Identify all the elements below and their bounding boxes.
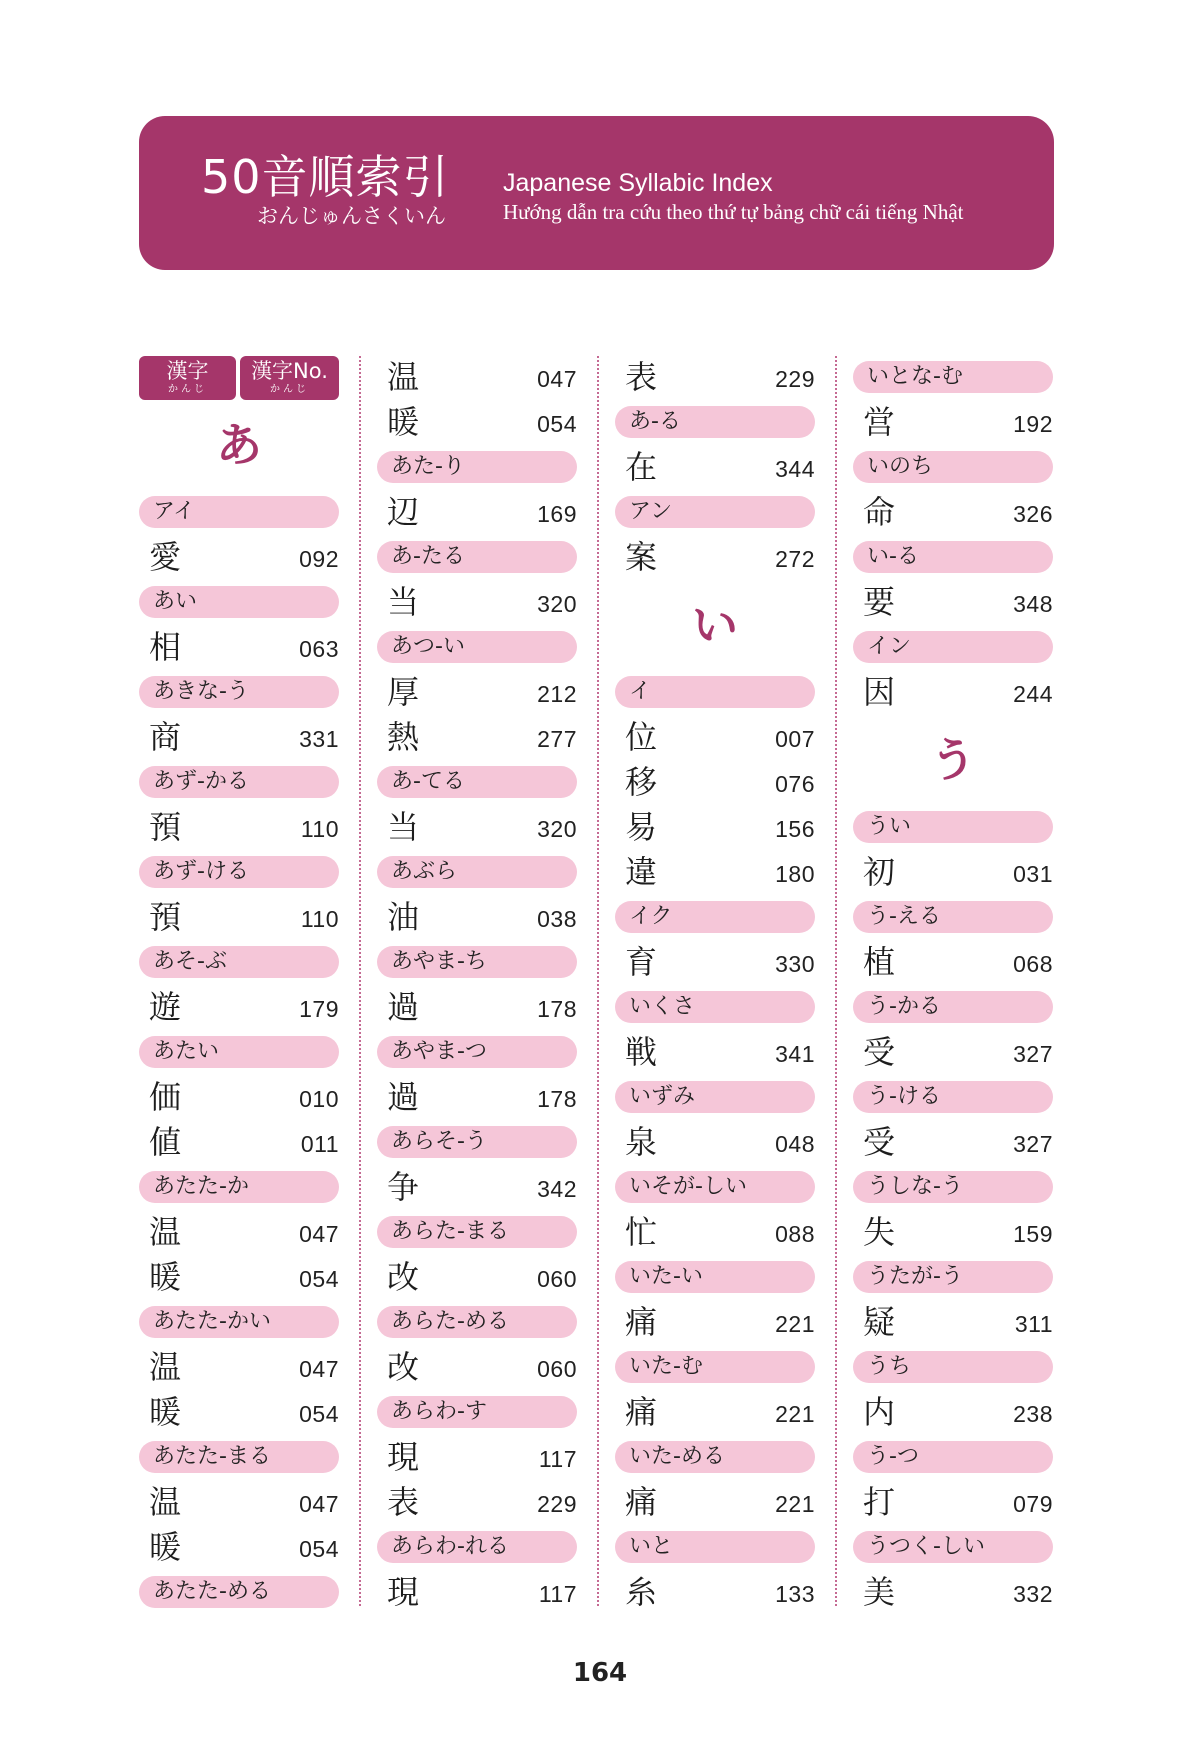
kanji-character: 疑 bbox=[863, 1303, 896, 1341]
kanji-character: 失 bbox=[863, 1213, 896, 1251]
kanji-number: 348 bbox=[1013, 591, 1053, 617]
reading-row bbox=[377, 1299, 577, 1344]
kanji-row bbox=[139, 894, 339, 939]
reading-row bbox=[139, 939, 339, 984]
reading-label: あやま-つ bbox=[377, 1036, 577, 1068]
column-divider bbox=[359, 356, 361, 1606]
kanji-character: 打 bbox=[863, 1483, 896, 1521]
reading-label: いた-める bbox=[615, 1441, 815, 1473]
kanji-character: 因 bbox=[863, 673, 896, 711]
kanji-character: 辺 bbox=[387, 493, 420, 531]
kanji-number: 038 bbox=[537, 906, 577, 932]
reading-label: うしな-う bbox=[853, 1171, 1053, 1203]
kanji-number: 047 bbox=[299, 1491, 339, 1517]
kanji-number: 048 bbox=[775, 1131, 815, 1157]
section-heading bbox=[853, 714, 1053, 804]
kanji-character: 過 bbox=[387, 988, 420, 1026]
kanji-row bbox=[139, 804, 339, 849]
kanji-character: 油 bbox=[387, 898, 420, 936]
reading-label: あたた-かい bbox=[139, 1306, 339, 1338]
kanji-character: 営 bbox=[863, 403, 896, 441]
reading-row bbox=[139, 579, 339, 624]
kanji-character: 現 bbox=[387, 1438, 420, 1476]
reading-row bbox=[615, 1164, 815, 1209]
kanji-row bbox=[139, 534, 339, 579]
kanji-number: 031 bbox=[1013, 861, 1053, 887]
kanji-row bbox=[853, 399, 1053, 444]
reading-row bbox=[377, 1389, 577, 1434]
reading-row bbox=[853, 444, 1053, 489]
kanji-character: 戦 bbox=[625, 1033, 658, 1071]
section-kana: う bbox=[930, 733, 976, 787]
kanji-row bbox=[377, 714, 577, 759]
kanji-row bbox=[615, 1569, 815, 1614]
kanji-character: 痛 bbox=[625, 1483, 658, 1521]
kanji-number: 221 bbox=[775, 1311, 815, 1337]
kanji-row bbox=[377, 804, 577, 849]
vietnamese-subtitle: Hướng dẫn tra cứu theo thứ tự bảng chữ cái tiếng Nhật bbox=[503, 200, 964, 224]
reading-row bbox=[615, 1524, 815, 1569]
kanji-number: 320 bbox=[537, 816, 577, 842]
kanji-character: 位 bbox=[625, 718, 658, 756]
reading-label: あやま-ち bbox=[377, 946, 577, 978]
kanji-number: 326 bbox=[1013, 501, 1053, 527]
kanji-row bbox=[377, 1164, 577, 1209]
column-divider bbox=[835, 356, 837, 1606]
kanji-row bbox=[615, 1209, 815, 1254]
kanji-character: 泉 bbox=[625, 1123, 658, 1161]
index-title-reading: おんじゅんさくいん bbox=[257, 204, 446, 228]
kanji-number: 054 bbox=[537, 411, 577, 437]
reading-row bbox=[853, 354, 1053, 399]
kanji-character: 暖 bbox=[387, 403, 420, 441]
kanji-row bbox=[853, 1299, 1053, 1344]
kanji-row bbox=[615, 1119, 815, 1164]
reading-label: あたた-か bbox=[139, 1171, 339, 1203]
kanji-character: 争 bbox=[387, 1168, 420, 1206]
kanji-number: 344 bbox=[775, 456, 815, 482]
reading-label: いと bbox=[615, 1531, 815, 1563]
kanji-row bbox=[139, 1074, 339, 1119]
kanji-character: 暖 bbox=[149, 1528, 182, 1566]
reading-row bbox=[615, 399, 815, 444]
kanji-row bbox=[615, 1389, 815, 1434]
kanji-row bbox=[139, 1389, 339, 1434]
kanji-character: 痛 bbox=[625, 1303, 658, 1341]
reading-label: あたた-まる bbox=[139, 1441, 339, 1473]
reading-label: う-つ bbox=[853, 1441, 1053, 1473]
kanji-number: 178 bbox=[537, 996, 577, 1022]
kanji-row bbox=[377, 1254, 577, 1299]
kanji-number: 110 bbox=[300, 816, 339, 842]
kanji-character: 易 bbox=[625, 808, 658, 846]
kanji-number: 342 bbox=[537, 1176, 577, 1202]
kanji-character: 厚 bbox=[387, 673, 420, 711]
kanji-character: 愛 bbox=[149, 538, 182, 576]
kanji-character: 忙 bbox=[625, 1213, 658, 1251]
kanji-number: 068 bbox=[1013, 951, 1053, 977]
reading-label: いくさ bbox=[615, 991, 815, 1023]
column-divider bbox=[597, 356, 599, 1606]
kanji-number: 192 bbox=[1013, 411, 1053, 437]
reading-row bbox=[139, 1569, 339, 1614]
reading-label: うたが-う bbox=[853, 1261, 1053, 1293]
reading-label: あつ-い bbox=[377, 631, 577, 663]
kanji-row bbox=[615, 759, 815, 804]
kanji-row bbox=[615, 939, 815, 984]
reading-row bbox=[377, 1209, 577, 1254]
kanji-character: 預 bbox=[149, 808, 182, 846]
kanji-row bbox=[615, 444, 815, 489]
english-subtitle: Japanese Syllabic Index bbox=[503, 169, 773, 197]
kanji-number: 272 bbox=[775, 546, 815, 572]
kanji-number: 221 bbox=[775, 1401, 815, 1427]
kanji-number: 332 bbox=[1013, 1581, 1053, 1607]
kanji-number: 331 bbox=[299, 726, 339, 752]
kanji-number: 311 bbox=[1014, 1311, 1053, 1337]
kanji-number: 327 bbox=[1013, 1131, 1053, 1157]
kanji-row bbox=[615, 1029, 815, 1074]
reading-label: あ-たる bbox=[377, 541, 577, 573]
kanji-header-label: 漢字 bbox=[166, 359, 209, 383]
kanji-header bbox=[139, 356, 236, 400]
reading-row bbox=[377, 624, 577, 669]
kanji-number: 221 bbox=[775, 1491, 815, 1517]
kanji-number: 178 bbox=[537, 1086, 577, 1112]
reading-label: いずみ bbox=[615, 1081, 815, 1113]
reading-label: あたい bbox=[139, 1036, 339, 1068]
reading-row bbox=[853, 1434, 1053, 1479]
kanji-character: 温 bbox=[149, 1213, 182, 1251]
reading-row bbox=[377, 1119, 577, 1164]
kanji-character: 価 bbox=[149, 1078, 182, 1116]
kanji-row bbox=[853, 489, 1053, 534]
reading-label: うち bbox=[853, 1351, 1053, 1383]
reading-row bbox=[139, 669, 339, 714]
index-column-1 bbox=[139, 354, 339, 1614]
kanji-number: 330 bbox=[775, 951, 815, 977]
reading-row bbox=[377, 444, 577, 489]
kanji-row bbox=[377, 1569, 577, 1614]
kanji-number: 156 bbox=[775, 816, 815, 842]
reading-label: あたた-める bbox=[139, 1576, 339, 1608]
kanji-row bbox=[377, 354, 577, 399]
reading-label: あた-り bbox=[377, 451, 577, 483]
kanji-character: 内 bbox=[863, 1393, 896, 1431]
reading-label: う-かる bbox=[853, 991, 1053, 1023]
kanji-character: 移 bbox=[625, 763, 658, 801]
kanji-character: 値 bbox=[149, 1123, 182, 1161]
kanji-row bbox=[615, 534, 815, 579]
reading-row bbox=[615, 1344, 815, 1389]
kanji-number: 159 bbox=[1013, 1221, 1053, 1247]
kanji-character: 遊 bbox=[149, 988, 182, 1026]
reading-label: あらわ-す bbox=[377, 1396, 577, 1428]
reading-row bbox=[139, 759, 339, 804]
kanji-number: 047 bbox=[299, 1221, 339, 1247]
reading-row bbox=[377, 939, 577, 984]
kanji-number: 238 bbox=[1013, 1401, 1053, 1427]
kanji-row bbox=[377, 894, 577, 939]
kanji-number: 169 bbox=[537, 501, 577, 527]
reading-label: アン bbox=[615, 496, 815, 528]
reading-label: あそ-ぶ bbox=[139, 946, 339, 978]
kanji-number: 047 bbox=[299, 1356, 339, 1382]
kanji-number: 007 bbox=[775, 726, 815, 752]
reading-label: あぶら bbox=[377, 856, 577, 888]
kanji-row bbox=[377, 1074, 577, 1119]
reading-row bbox=[853, 1524, 1053, 1569]
reading-row bbox=[615, 894, 815, 939]
kanji-character: 案 bbox=[625, 538, 658, 576]
reading-label: あい bbox=[139, 586, 339, 618]
title-banner bbox=[139, 116, 1054, 270]
kanji-row bbox=[853, 669, 1053, 714]
kanji-row bbox=[853, 1569, 1053, 1614]
reading-row bbox=[615, 984, 815, 1029]
section-kana: い bbox=[692, 598, 738, 652]
reading-row bbox=[615, 1254, 815, 1299]
kanji-row bbox=[853, 939, 1053, 984]
kanji-character: 商 bbox=[149, 718, 182, 756]
kanji-row bbox=[139, 1119, 339, 1164]
kanji-character: 暖 bbox=[149, 1393, 182, 1431]
kanji-character: 当 bbox=[387, 808, 420, 846]
kanji-number: 179 bbox=[299, 996, 339, 1022]
kanji-number: 117 bbox=[538, 1446, 577, 1472]
kanji-character: 当 bbox=[387, 583, 420, 621]
reading-row bbox=[377, 1029, 577, 1074]
reading-row bbox=[853, 1074, 1053, 1119]
reading-label: い-る bbox=[853, 541, 1053, 573]
kanji-number: 229 bbox=[775, 366, 815, 392]
reading-label: あらわ-れる bbox=[377, 1531, 577, 1563]
kanji-row bbox=[139, 1479, 339, 1524]
reading-label: いのち bbox=[853, 451, 1053, 483]
reading-row bbox=[377, 849, 577, 894]
reading-label: うつく-しい bbox=[853, 1531, 1053, 1563]
kanji-row bbox=[139, 714, 339, 759]
kanji-row bbox=[853, 1119, 1053, 1164]
kanji-character: 糸 bbox=[625, 1573, 658, 1611]
reading-label: あきな-う bbox=[139, 676, 339, 708]
kanji-row bbox=[853, 1479, 1053, 1524]
kanji-number: 092 bbox=[299, 546, 339, 572]
kanji-character: 預 bbox=[149, 898, 182, 936]
reading-label: あず-かる bbox=[139, 766, 339, 798]
reading-label: あらそ-う bbox=[377, 1126, 577, 1158]
kanji-number: 060 bbox=[537, 1356, 577, 1382]
index-title: 50音順索引 bbox=[201, 150, 450, 204]
kanji-character: 改 bbox=[387, 1348, 420, 1386]
section-heading bbox=[615, 579, 815, 669]
kanji-row bbox=[377, 399, 577, 444]
kanji-number: 079 bbox=[1013, 1491, 1053, 1517]
reading-label: うい bbox=[853, 811, 1053, 843]
kanji-character: 暖 bbox=[149, 1258, 182, 1296]
reading-label: あらた-める bbox=[377, 1306, 577, 1338]
reading-row bbox=[853, 624, 1053, 669]
kanji-row bbox=[377, 669, 577, 714]
kanji-row bbox=[615, 1479, 815, 1524]
reading-row bbox=[853, 1254, 1053, 1299]
reading-row bbox=[139, 1164, 339, 1209]
kanji-character: 温 bbox=[149, 1348, 182, 1386]
reading-row bbox=[139, 849, 339, 894]
kanji-character: 受 bbox=[863, 1033, 896, 1071]
reading-label: う-ける bbox=[853, 1081, 1053, 1113]
kanji-number: 277 bbox=[537, 726, 577, 752]
reading-row bbox=[139, 489, 339, 534]
kanji-number: 047 bbox=[537, 366, 577, 392]
kanji-header-reading: かんじ bbox=[168, 384, 207, 395]
kanji-character: 在 bbox=[625, 448, 658, 486]
reading-label: う-える bbox=[853, 901, 1053, 933]
kanji-number: 054 bbox=[299, 1266, 339, 1292]
kanji-character: 相 bbox=[149, 628, 182, 666]
kanji-character: 初 bbox=[863, 853, 896, 891]
reading-row bbox=[377, 759, 577, 804]
reading-label: いた-い bbox=[615, 1261, 815, 1293]
reading-row bbox=[615, 1074, 815, 1119]
reading-label: イク bbox=[615, 901, 815, 933]
reading-row bbox=[615, 669, 815, 714]
reading-row bbox=[139, 1029, 339, 1074]
kanji-number: 010 bbox=[299, 1086, 339, 1112]
kanji-row bbox=[139, 1344, 339, 1389]
kanji-character: 要 bbox=[863, 583, 896, 621]
kanji-row bbox=[615, 1299, 815, 1344]
reading-label: いそが-しい bbox=[615, 1171, 815, 1203]
kanji-character: 表 bbox=[387, 1483, 420, 1521]
kanji-number: 327 bbox=[1013, 1041, 1053, 1067]
section-kana: あ bbox=[216, 418, 262, 472]
kanji-character: 改 bbox=[387, 1258, 420, 1296]
kanji-character: 過 bbox=[387, 1078, 420, 1116]
kanji-character: 熱 bbox=[387, 718, 420, 756]
kanji-character: 植 bbox=[863, 943, 896, 981]
kanji-row bbox=[853, 1029, 1053, 1074]
kanji-number: 212 bbox=[537, 681, 577, 707]
section-heading bbox=[139, 399, 339, 489]
kanji-character: 現 bbox=[387, 1573, 420, 1611]
kanji-number: 110 bbox=[300, 906, 339, 932]
reading-label: いとな-む bbox=[853, 361, 1053, 393]
reading-label: アイ bbox=[139, 496, 339, 528]
reading-row bbox=[139, 1299, 339, 1344]
kanji-row bbox=[377, 1479, 577, 1524]
reading-row bbox=[615, 489, 815, 534]
kanji-row bbox=[615, 804, 815, 849]
kanji-number: 180 bbox=[775, 861, 815, 887]
reading-row bbox=[853, 1164, 1053, 1209]
kanji-number: 088 bbox=[775, 1221, 815, 1247]
kanji-number: 076 bbox=[775, 771, 815, 797]
kanji-row bbox=[377, 1434, 577, 1479]
reading-label: いた-む bbox=[615, 1351, 815, 1383]
reading-label: イ bbox=[615, 676, 815, 708]
kanji-number: 054 bbox=[299, 1536, 339, 1562]
kanji-character: 違 bbox=[625, 853, 658, 891]
kanji-row bbox=[853, 849, 1053, 894]
reading-label: イン bbox=[853, 631, 1053, 663]
kanji-character: 表 bbox=[625, 358, 658, 396]
kanji-number: 320 bbox=[537, 591, 577, 617]
kanji-row bbox=[615, 714, 815, 759]
kanji-number: 133 bbox=[775, 1581, 815, 1607]
kanji-row bbox=[377, 489, 577, 534]
reading-row bbox=[377, 534, 577, 579]
index-column-2 bbox=[377, 354, 577, 1614]
kanji-row bbox=[615, 354, 815, 399]
reading-row bbox=[853, 894, 1053, 939]
kanji-row bbox=[139, 624, 339, 669]
kanji-row bbox=[377, 984, 577, 1029]
kanji-row bbox=[139, 1524, 339, 1569]
reading-row bbox=[377, 1524, 577, 1569]
reading-row bbox=[615, 1434, 815, 1479]
kanji-number-header-label: 漢字No. bbox=[251, 359, 328, 383]
reading-row bbox=[853, 804, 1053, 849]
kanji-row bbox=[853, 579, 1053, 624]
kanji-character: 痛 bbox=[625, 1393, 658, 1431]
reading-row bbox=[853, 1344, 1053, 1389]
kanji-number-header bbox=[240, 356, 339, 400]
reading-row bbox=[853, 534, 1053, 579]
kanji-character: 温 bbox=[387, 358, 420, 396]
kanji-number: 229 bbox=[537, 1491, 577, 1517]
kanji-number-header-reading: かんじ bbox=[270, 384, 309, 395]
kanji-number: 244 bbox=[1013, 681, 1053, 707]
kanji-row bbox=[853, 1209, 1053, 1254]
index-column-4 bbox=[853, 354, 1053, 1614]
kanji-number: 063 bbox=[299, 636, 339, 662]
reading-label: あず-ける bbox=[139, 856, 339, 888]
kanji-number: 011 bbox=[300, 1131, 339, 1157]
kanji-row bbox=[139, 1254, 339, 1299]
kanji-row bbox=[139, 984, 339, 1029]
kanji-character: 育 bbox=[625, 943, 658, 981]
kanji-row bbox=[139, 1209, 339, 1254]
reading-label: あ-てる bbox=[377, 766, 577, 798]
page-number: 164 bbox=[572, 1658, 628, 1688]
kanji-character: 命 bbox=[863, 493, 896, 531]
kanji-number: 054 bbox=[299, 1401, 339, 1427]
kanji-number: 060 bbox=[537, 1266, 577, 1292]
reading-label: あ-る bbox=[615, 406, 815, 438]
kanji-number: 117 bbox=[538, 1581, 577, 1607]
kanji-character: 美 bbox=[863, 1573, 896, 1611]
kanji-row bbox=[377, 579, 577, 624]
kanji-row bbox=[377, 1344, 577, 1389]
reading-label: あらた-まる bbox=[377, 1216, 577, 1248]
kanji-row bbox=[853, 1389, 1053, 1434]
table-header bbox=[139, 354, 339, 399]
kanji-character: 温 bbox=[149, 1483, 182, 1521]
kanji-number: 341 bbox=[775, 1041, 815, 1067]
kanji-character: 受 bbox=[863, 1123, 896, 1161]
reading-row bbox=[139, 1434, 339, 1479]
reading-row bbox=[853, 984, 1053, 1029]
index-column-3 bbox=[615, 354, 815, 1614]
kanji-row bbox=[615, 849, 815, 894]
